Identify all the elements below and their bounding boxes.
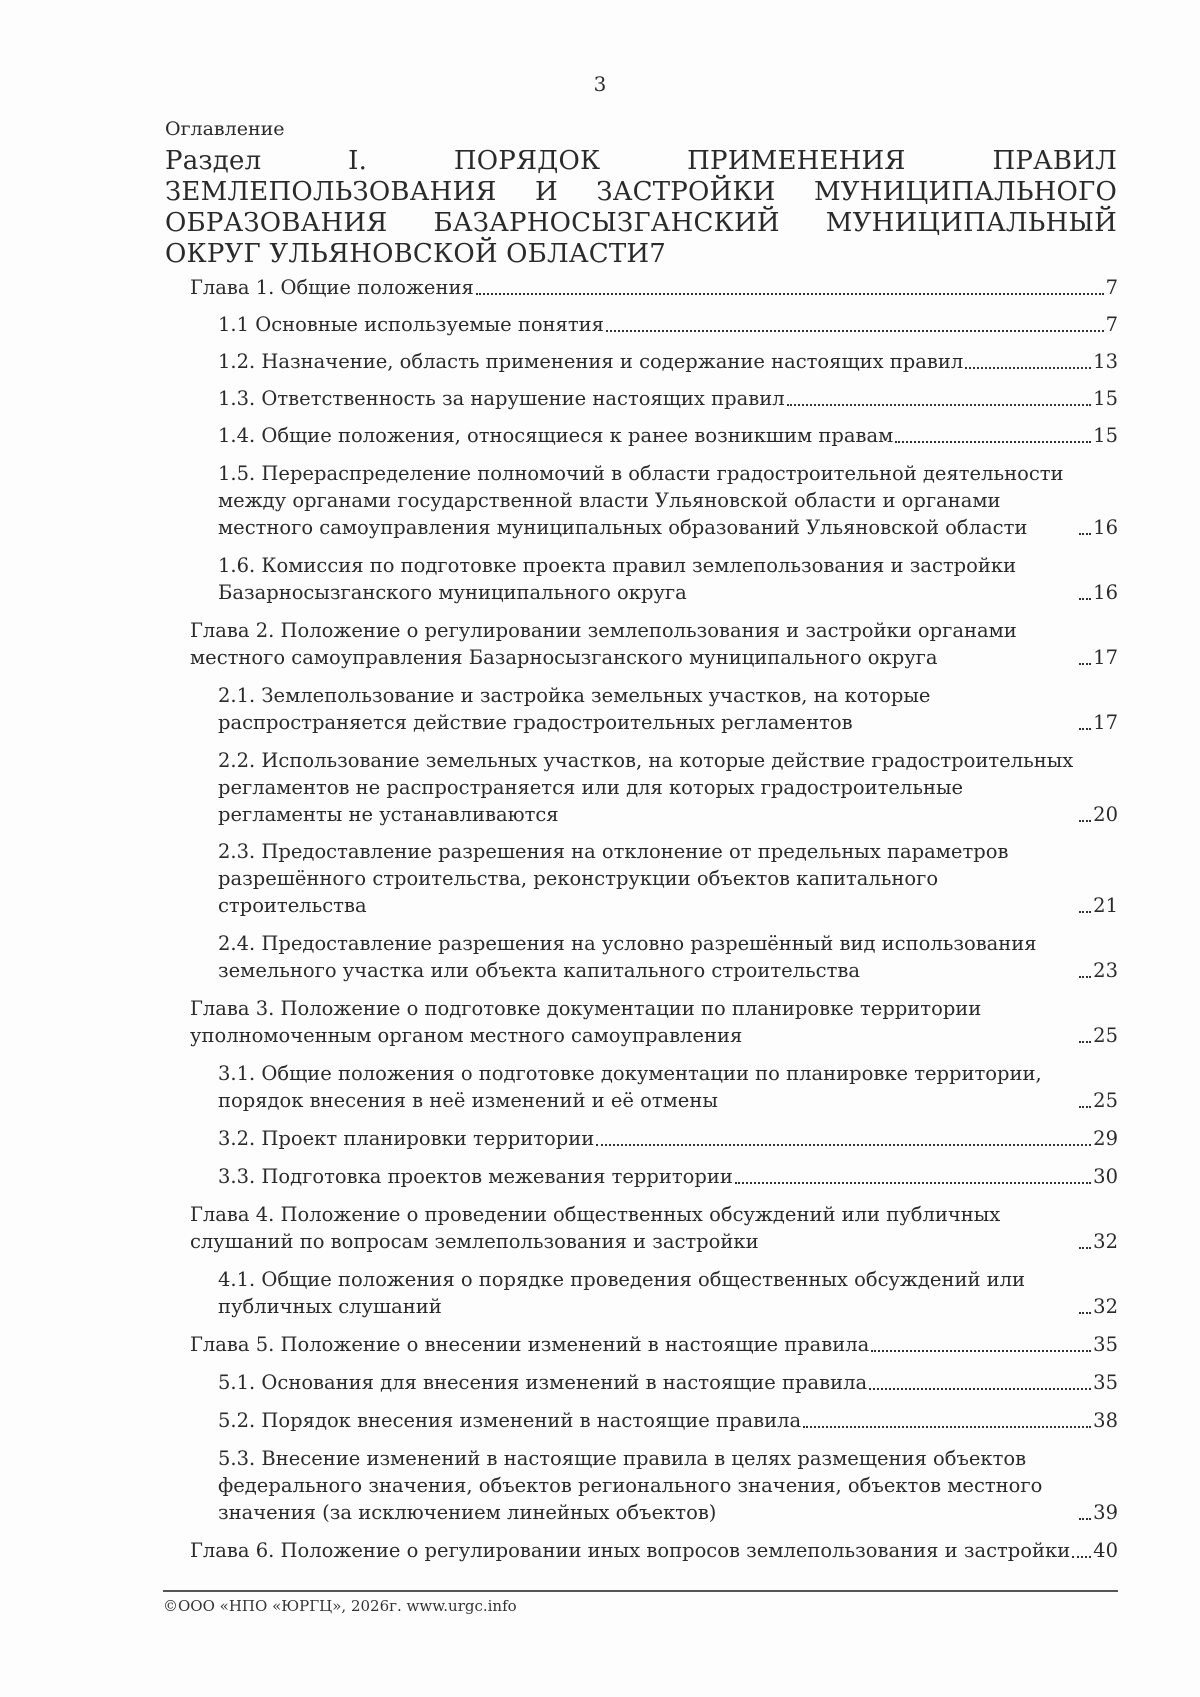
toc-subsection-entry[interactable] [218,460,1118,541]
dot-leader [1079,1312,1091,1314]
dot-leader [803,1426,1091,1428]
toc-subsection-entry[interactable] [218,1369,1118,1396]
dot-leader [596,1144,1091,1146]
toc-chapter-entry[interactable] [190,1537,1118,1564]
toc-entry-title: 4.1. Общие положения о порядке проведения общественных обсуждений или публичных слушаний [218,1268,1026,1318]
toc-entry-page: 7 [1105,313,1118,336]
dot-leader [965,367,1091,369]
toc-heading: Оглавление [165,118,285,140]
dot-leader [1079,820,1091,822]
toc-subsection-entry[interactable] [218,930,1118,984]
dot-leader [1079,1518,1091,1520]
dot-leader [1079,911,1091,913]
toc-subsection-entry[interactable] [218,311,1118,338]
toc-entry-title: 1.4. Общие положения, относящиеся к ранее возникшим правам [218,424,894,447]
dot-leader [476,293,1104,295]
toc-entry-title: Глава 1. Общие положения [190,276,474,299]
toc-subsection-entry[interactable] [218,1060,1118,1114]
toc-entry-page: 13 [1093,350,1118,373]
page-number: 3 [593,72,607,96]
toc-entry-page: 38 [1093,1409,1118,1432]
footer-divider [163,1590,1118,1592]
toc-entry-title: 2.1. Землепользование и застройка земельных участков, на которые распространяется действие градостроительных регламентов [218,684,931,734]
toc-entry-page: 15 [1093,424,1118,447]
dot-leader [1079,1106,1091,1108]
toc-entry-title: 5.2. Порядок внесения изменений в настоящие правила [218,1409,802,1432]
dot-leader [606,330,1104,332]
toc-entry-page: 35 [1093,1371,1118,1394]
toc-entry-page: 32 [1093,1295,1118,1318]
toc-subsection-entry[interactable] [218,552,1118,606]
dot-leader [1079,728,1091,730]
toc-entry-page: 39 [1093,1501,1118,1524]
dot-leader [1079,533,1091,535]
toc-entry-title: 1.3. Ответственность за нарушение настоящих правил [218,387,785,410]
toc-entry-title: Глава 6. Положение о регулировании иных вопросов землепользования и застройки [190,1539,1071,1562]
toc-entry-title: Глава 3. Положение о подготовке документации по планировке территории уполномоченным органом местного самоуправления [190,997,982,1047]
footer-text: ©ООО «НПО «ЮРГЦ», 2026г. www.urgc.info [163,1597,517,1615]
toc-entry-title: 3.2. Проект планировки территории [218,1127,595,1150]
toc-subsection-entry[interactable] [218,1266,1118,1320]
toc-entry-page: 16 [1093,516,1118,539]
toc-subsection-entry[interactable] [218,1163,1118,1190]
toc-chapter-entry[interactable] [190,1331,1118,1358]
toc-entry-page: 7 [1105,276,1118,299]
toc-entry-page: 17 [1093,711,1118,734]
toc-entry-page: 32 [1093,1230,1118,1253]
toc-entry-title: Глава 4. Положение о проведении общественных обсуждений или публичных слушаний по вопросам землепользования и застройки [190,1203,1001,1253]
toc-entry-page: 25 [1093,1089,1118,1112]
toc-entry-page: 20 [1093,803,1118,826]
toc-subsection-entry[interactable] [218,1445,1118,1526]
toc-subsection-entry[interactable] [218,747,1118,828]
toc-entry-title: 2.2. Использование земельных участков, на которые действие градостроительных регламентов не распространяется или для которых градостроительные регламенты не устанавливаются [218,749,1074,826]
toc-entry-title: 5.3. Внесение изменений в настоящие правила в целях размещения объектов федерального значения, объектов регионального значения, объектов местного значения (за исключением линейных объектов) [218,1447,1043,1524]
toc-subsection-entry[interactable] [218,385,1118,412]
toc-entry-page: 40 [1093,1539,1118,1562]
toc-entry-page: 17 [1093,646,1118,669]
toc-subsection-entry[interactable] [218,1407,1118,1434]
section-title: Раздел I. ПОРЯДОК ПРИМЕНЕНИЯ ПРАВИЛ ЗЕМЛЕПОЛЬЗОВАНИЯ И ЗАСТРОЙКИ МУНИЦИПАЛЬНОГО ОБРАЗОВАНИЯ БАЗАРНОСЫЗГАНСКИЙ МУНИЦИПАЛЬНЫЙ ОКРУГ УЛЬЯНОВСКОЙ ОБЛАСТИ7 [165,146,1117,269]
dot-leader [1079,1041,1091,1043]
dot-leader [895,441,1091,443]
dot-leader [1079,598,1091,600]
toc-entry-page: 16 [1093,581,1118,604]
toc-entry-title: 1.2. Назначение, область применения и содержание настоящих правил [218,350,964,373]
toc-chapter-entry[interactable] [190,274,1118,301]
toc-subsection-entry[interactable] [218,422,1118,449]
dot-leader [787,404,1092,406]
toc-entry-page: 35 [1093,1333,1118,1356]
toc-entry-page: 15 [1093,387,1118,410]
toc-entry-title: 1.6. Комиссия по подготовке проекта правил землепользования и застройки Базарносызганского муниципального округа [218,554,1017,604]
toc-chapter-entry[interactable] [190,1201,1118,1255]
toc-subsection-entry[interactable] [218,838,1118,919]
toc-chapter-entry[interactable] [190,995,1118,1049]
dot-leader [1079,663,1091,665]
toc-subsection-entry[interactable] [218,682,1118,736]
dot-leader [1072,1556,1091,1558]
toc-entry-page: 30 [1093,1165,1118,1188]
dot-leader [869,1388,1091,1390]
toc-entry-page: 29 [1093,1127,1118,1150]
toc-list [0,274,1200,1564]
toc-entry-page: 25 [1093,1024,1118,1047]
toc-entry-title: 2.4. Предоставление разрешения на условно разрешённый вид использования земельного участка или объекта капитального строительства [218,932,1037,982]
toc-entry-title: Глава 5. Положение о внесении изменений в настоящие правила [190,1333,870,1356]
toc-entry-page: 23 [1093,959,1118,982]
toc-entry-page: 21 [1093,894,1118,917]
toc-entry-title: 1.1 Основные используемые понятия [218,313,604,336]
toc-subsection-entry[interactable] [218,1125,1118,1152]
dot-leader [1079,976,1091,978]
toc-entry-title: 2.3. Предоставление разрешения на отклонение от предельных параметров разрешённого строительства, реконструкции объектов капитального строительства [218,840,1009,917]
toc-subsection-entry[interactable] [218,348,1118,375]
toc-entry-title: Глава 2. Положение о регулировании землепользования и застройки органами местного самоуправления Базарносызганского муниципального округа [190,619,1017,669]
toc-entry-title: 3.1. Общие положения о подготовке документации по планировке территории, порядок внесения в неё изменений и её отмены [218,1062,1042,1112]
toc-chapter-entry[interactable] [190,617,1118,671]
toc-entry-title: 5.1. Основания для внесения изменений в настоящие правила [218,1371,868,1394]
dot-leader [735,1182,1091,1184]
toc-entry-title: 3.3. Подготовка проектов межевания территории [218,1165,733,1188]
dot-leader [1079,1247,1091,1249]
dot-leader [871,1350,1091,1352]
toc-entry-title: 1.5. Перераспределение полномочий в области градостроительной деятельности между органами государственной власти Ульяновской области и органами местного самоуправления муниципальных образований Ульяновской области [218,462,1064,539]
